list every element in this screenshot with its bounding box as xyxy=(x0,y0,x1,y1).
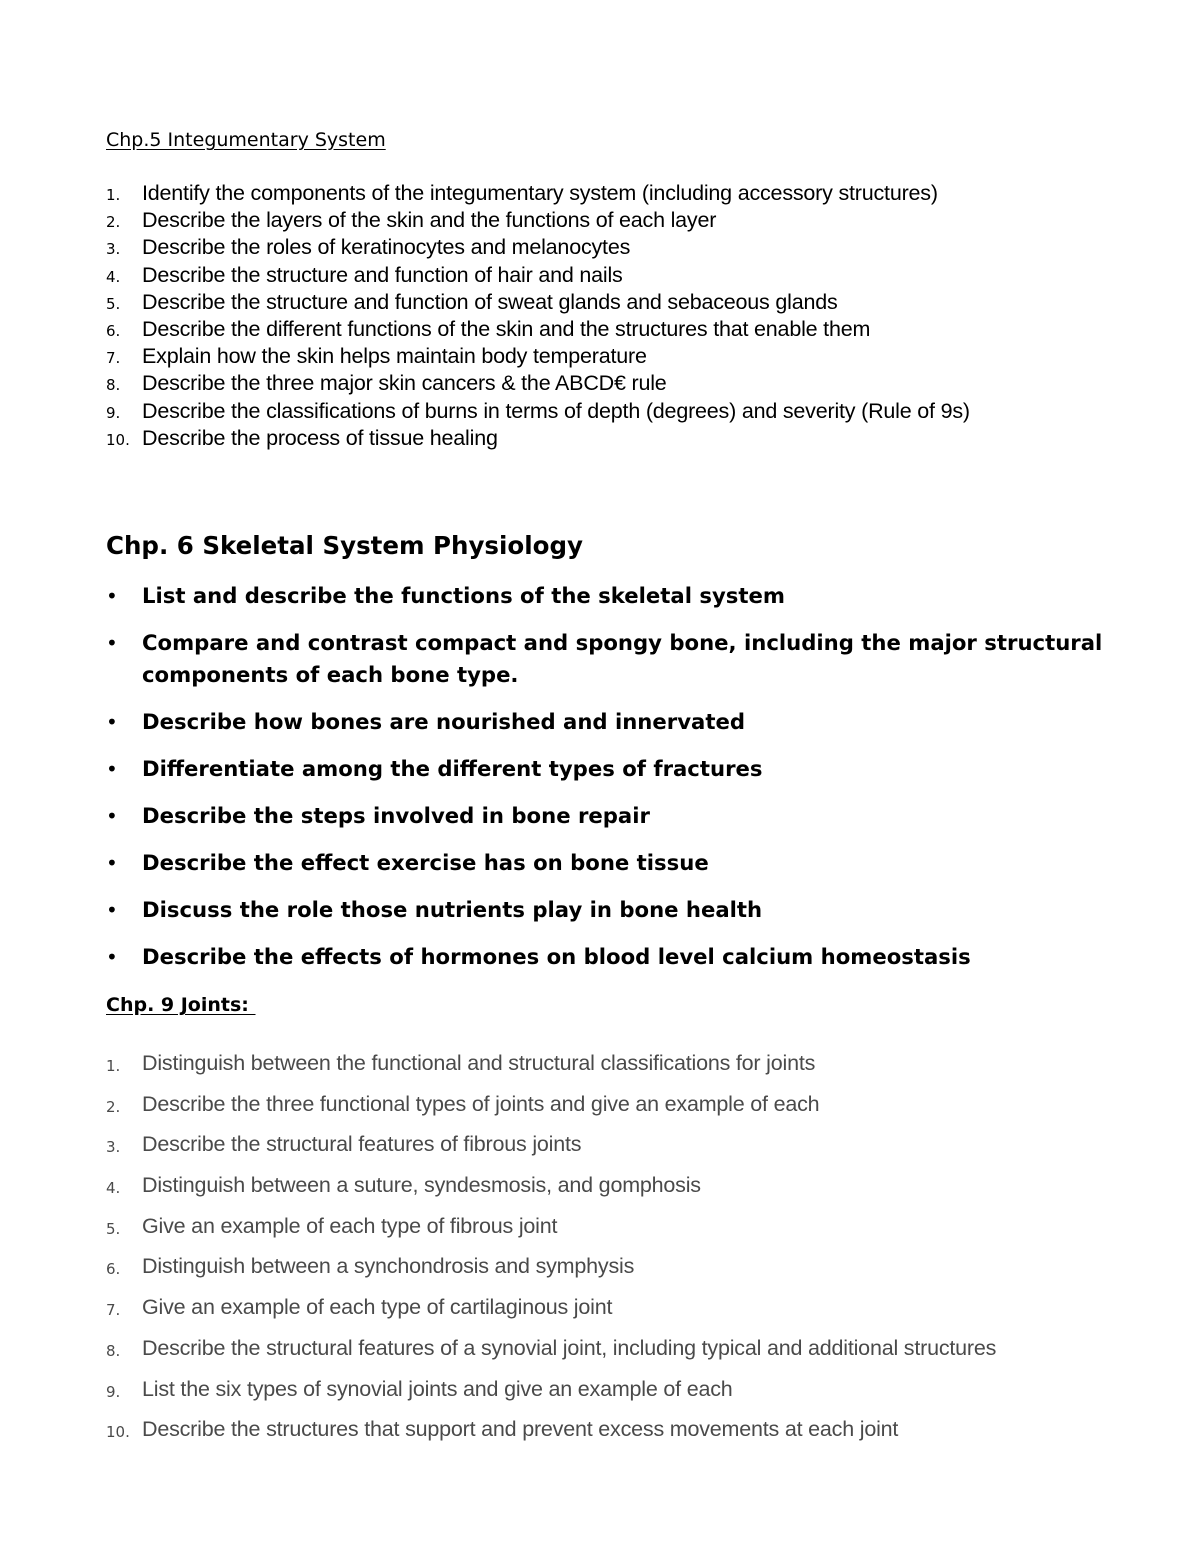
item-text: Describe the structural features of fibrous joints xyxy=(142,1132,582,1157)
item-number: 4. xyxy=(106,267,121,286)
item-text: Distinguish between a synchondrosis and symphysis xyxy=(142,1254,635,1279)
item-number: 9. xyxy=(106,403,121,422)
bullet-icon: • xyxy=(106,945,118,969)
item-text: Describe the roles of keratinocytes and melanocytes xyxy=(142,235,631,260)
item-number: 6. xyxy=(106,321,121,340)
item-text: Describe the structures that support and prevent excess movements at each joint xyxy=(142,1417,899,1442)
list-item xyxy=(106,580,1116,612)
item-text: Describe the classifications of burns in terms of depth (degrees) and severity (Rule of 9s) xyxy=(142,398,970,423)
item-text: Give an example of each type of cartilaginous joint xyxy=(142,1295,613,1320)
item-text: Describe the different functions of the skin and the structures that enable them xyxy=(142,316,871,341)
item-text: List and describe the functions of the skeletal system xyxy=(142,583,785,608)
item-number: 10. xyxy=(106,1423,130,1442)
item-text: Describe the effect exercise has on bone tissue xyxy=(142,850,709,875)
item-text: Describe the process of tissue healing xyxy=(142,425,498,450)
item-text: Compare and contrast compact and spongy bone, including the major structural components of each bone type. xyxy=(142,630,1103,687)
item-number: 4. xyxy=(106,1179,121,1198)
item-text: Distinguish between the functional and structural classifications for joints xyxy=(142,1051,816,1075)
item-number: 7. xyxy=(106,349,121,368)
list-item xyxy=(106,894,1116,926)
bullet-icon: • xyxy=(106,757,118,781)
item-text: Discuss the role those nutrients play in bone health xyxy=(142,897,763,922)
list-item xyxy=(106,800,1116,832)
item-text: Describe the structure and function of sweat glands and sebaceous glands xyxy=(142,289,838,314)
item-number: 8. xyxy=(106,376,121,395)
joints-heading: Chp. 9 Joints: xyxy=(106,994,256,1016)
item-number: 1. xyxy=(106,1057,121,1075)
item-number: 7. xyxy=(106,1301,121,1320)
item-number: 6. xyxy=(106,1260,121,1279)
list-item xyxy=(106,847,1116,879)
item-number: 3. xyxy=(106,1138,121,1157)
item-number: 2. xyxy=(106,1097,121,1116)
item-number: 3. xyxy=(106,240,121,259)
bullet-icon: • xyxy=(106,804,118,828)
list-item xyxy=(106,627,1116,691)
item-number: 5. xyxy=(106,1219,121,1238)
item-text: Explain how the skin helps maintain body temperature xyxy=(142,344,647,369)
skeletal-objectives-list xyxy=(106,580,1116,988)
item-number: 8. xyxy=(106,1341,121,1360)
item-text: Give an example of each type of fibrous joint xyxy=(142,1213,558,1238)
item-text: Describe the structure and function of hair and nails xyxy=(142,262,623,287)
item-number: 5. xyxy=(106,294,121,313)
item-text: Identify the components of the integumentary system (including accessory structures) xyxy=(142,181,938,205)
list-item xyxy=(106,706,1116,738)
item-text: List the six types of synovial joints and give an example of each xyxy=(142,1376,733,1401)
item-number: 10. xyxy=(106,430,130,449)
item-text: Distinguish between a suture, syndesmosis, and gomphosis xyxy=(142,1173,701,1198)
item-number: 9. xyxy=(106,1382,121,1401)
item-text: Describe the structural features of a synovial joint, including typical and additional structures xyxy=(142,1335,997,1360)
bullet-icon: • xyxy=(106,898,118,922)
bullet-icon: • xyxy=(106,631,118,655)
bullet-icon: • xyxy=(106,851,118,875)
item-number: 2. xyxy=(106,213,121,232)
item-text: Describe the three functional types of joints and give an example of each xyxy=(142,1091,820,1116)
item-text: Describe the three major skin cancers & the ABCD€ rule xyxy=(142,371,667,396)
item-text: Differentiate among the different types of fractures xyxy=(142,756,763,781)
item-text: Describe how bones are nourished and innervated xyxy=(142,709,745,734)
list-item xyxy=(106,753,1116,785)
item-text: Describe the steps involved in bone repair xyxy=(142,803,650,828)
bullet-icon: • xyxy=(106,584,118,608)
item-number: 1. xyxy=(106,186,121,204)
item-text: Describe the layers of the skin and the functions of each layer xyxy=(142,208,717,233)
integumentary-heading: Chp.5 Integumentary System xyxy=(106,129,386,151)
item-text: Describe the effects of hormones on blood level calcium homeostasis xyxy=(142,944,971,969)
bullet-icon: • xyxy=(106,710,118,734)
list-item xyxy=(106,941,1116,973)
skeletal-heading: Chp. 6 Skeletal System Physiology xyxy=(106,531,583,560)
